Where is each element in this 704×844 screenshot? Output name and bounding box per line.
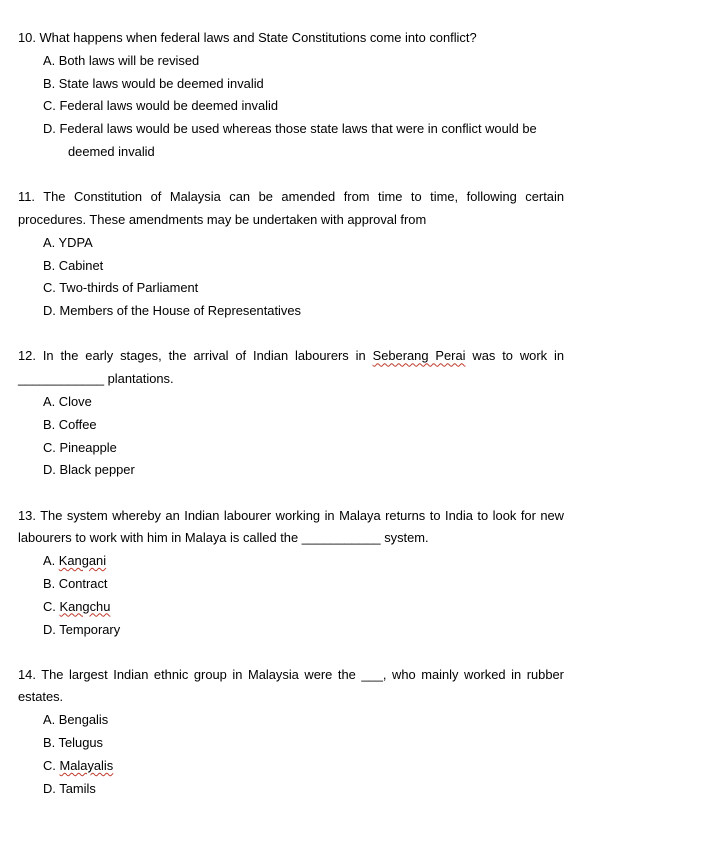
option-letter: D. xyxy=(43,780,56,796)
option-text: Federal laws would be deemed invalid xyxy=(59,98,279,114)
question-text xyxy=(18,345,564,391)
option-text: Pineapple xyxy=(59,439,117,455)
option-b xyxy=(18,73,564,96)
question-text xyxy=(18,27,564,50)
option-text: Tamils xyxy=(59,780,96,796)
option-text: Two-thirds of Parliament xyxy=(59,280,199,296)
option-c xyxy=(18,437,564,460)
question-body-end: , who mainly worked in rubber estates. xyxy=(18,666,564,705)
question-12 xyxy=(18,345,564,482)
document-page xyxy=(18,27,564,800)
answer-blank: ____________ xyxy=(18,371,105,387)
option-letter: B. xyxy=(43,416,56,432)
option-d xyxy=(18,619,564,642)
option-a xyxy=(18,550,564,573)
option-letter: C. xyxy=(43,98,56,114)
question-13 xyxy=(18,505,564,642)
question-number: 13. xyxy=(18,507,36,523)
option-text: YDPA xyxy=(58,234,93,250)
option-text: Telugus xyxy=(58,735,103,751)
option-text: Contract xyxy=(58,575,108,591)
option-letter: D. xyxy=(43,462,56,478)
question-body: What happens when federal laws and State Constitutions come into conflict? xyxy=(39,30,477,45)
option-text: Members of the House of Representatives xyxy=(59,303,301,319)
question-body: The largest Indian ethnic group in Malaysia were the xyxy=(41,666,356,682)
option-a xyxy=(18,50,564,73)
option-letter: D. xyxy=(43,121,56,137)
option-d xyxy=(18,778,564,801)
option-text: State laws would be deemed invalid xyxy=(58,75,264,91)
option-c xyxy=(18,277,564,300)
option-text: Federal laws would be used whereas those state laws that were in conflict would be xyxy=(59,121,537,137)
option-letter: A. xyxy=(43,712,56,728)
question-number: 12. xyxy=(18,348,36,364)
option-text: Kangchu xyxy=(59,598,111,614)
option-text: Both laws will be revised xyxy=(58,52,200,68)
spellcheck-flagged-word: Seberang Perai xyxy=(372,348,466,364)
question-14 xyxy=(18,664,564,801)
option-letter: C. xyxy=(43,757,56,773)
option-b xyxy=(18,732,564,755)
options-list xyxy=(18,550,564,641)
answer-blank: ___ xyxy=(361,666,383,682)
options-list xyxy=(18,709,564,800)
option-b xyxy=(18,255,564,278)
question-number: 10. xyxy=(18,30,36,45)
question-body: In the early stages, the arrival of Indian labourers in xyxy=(42,348,366,364)
option-text: Black pepper xyxy=(59,462,135,478)
option-letter: D. xyxy=(43,621,56,637)
question-number: 11. xyxy=(18,189,35,205)
option-letter: A. xyxy=(43,553,56,569)
option-d xyxy=(18,459,564,482)
option-c xyxy=(18,755,564,778)
option-c xyxy=(18,596,564,619)
options-list xyxy=(18,232,564,323)
option-text: Malayalis xyxy=(59,757,114,773)
option-text: Bengalis xyxy=(58,712,109,728)
answer-blank: ___________ xyxy=(301,530,381,546)
option-letter: B. xyxy=(43,75,56,91)
option-letter: C. xyxy=(43,439,56,455)
option-text: Temporary xyxy=(59,621,121,637)
question-body: The system whereby an Indian labourer working in Malaya returns to India to look for new labourers to work with him in Malaya is called the xyxy=(18,507,564,546)
question-body-end: system. xyxy=(384,530,429,546)
option-a xyxy=(18,709,564,732)
option-d xyxy=(18,300,564,323)
option-text-continuation: deemed invalid xyxy=(68,143,155,159)
options-list xyxy=(18,50,564,164)
question-body: The Constitution of Malaysia can be amended from time to time, following certain procedures. These amendments may be undertaken with approval from xyxy=(18,189,564,227)
option-letter: B. xyxy=(43,735,56,751)
question-11 xyxy=(18,186,564,323)
options-list xyxy=(18,391,564,482)
option-text: Cabinet xyxy=(58,257,104,273)
question-body-end: plantations. xyxy=(107,371,174,387)
question-text xyxy=(18,664,564,710)
option-letter: C. xyxy=(43,280,56,296)
question-text xyxy=(18,505,564,551)
option-letter: A. xyxy=(43,52,56,68)
option-c xyxy=(18,95,564,118)
option-text: Clove xyxy=(58,393,92,409)
option-b xyxy=(18,573,564,596)
option-letter: C. xyxy=(43,598,56,614)
question-body-cont: was to work in xyxy=(472,348,564,364)
option-letter: A. xyxy=(43,234,56,250)
option-d xyxy=(18,118,564,164)
question-10 xyxy=(18,27,564,164)
option-text: Kangani xyxy=(58,553,107,569)
option-letter: D. xyxy=(43,303,56,319)
question-text xyxy=(18,186,564,232)
option-letter: A. xyxy=(43,393,56,409)
option-letter: B. xyxy=(43,575,56,591)
option-a xyxy=(18,232,564,255)
option-text: Coffee xyxy=(58,416,97,432)
question-number: 14. xyxy=(18,666,36,682)
option-letter: B. xyxy=(43,257,56,273)
option-b xyxy=(18,414,564,437)
option-a xyxy=(18,391,564,414)
